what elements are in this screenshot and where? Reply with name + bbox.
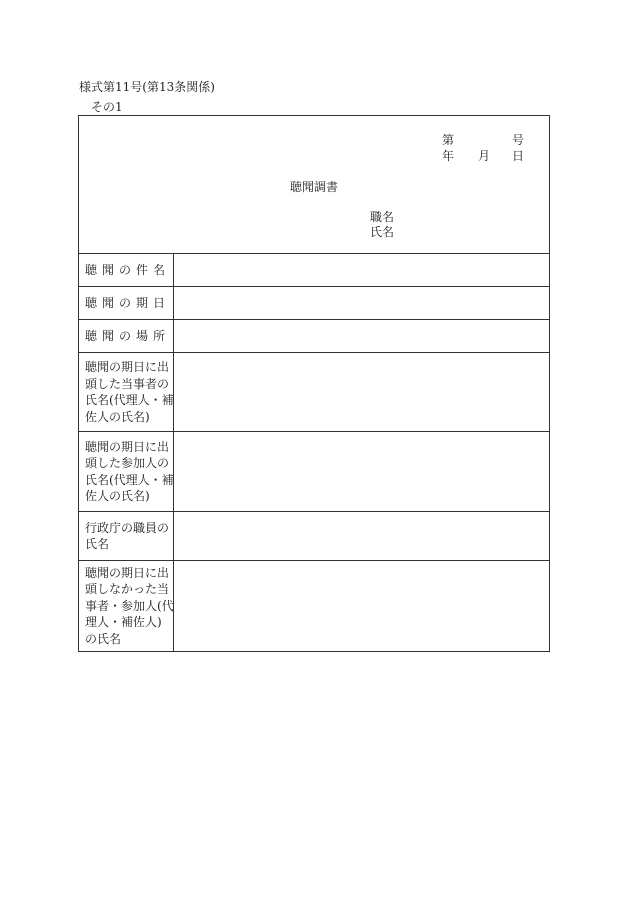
- row-label: [79, 561, 174, 651]
- row-label-line: 氏名(代理人・補: [85, 472, 174, 487]
- row-label: [79, 320, 174, 352]
- row-label-line: 氏名: [85, 537, 110, 551]
- row-value-field[interactable]: [174, 432, 549, 511]
- table-row: [79, 432, 549, 512]
- form-number-label: 様式第11号(第13条関係): [79, 80, 215, 94]
- row-value-field[interactable]: [174, 287, 549, 319]
- row-label-line: 理人・補佐人): [85, 615, 162, 630]
- form-header: [79, 116, 549, 254]
- table-row: [79, 320, 549, 353]
- row-label-line: 頭した参加人の: [85, 456, 170, 470]
- row-label: [79, 432, 174, 511]
- row-label: [79, 512, 174, 560]
- document-number-prefix: 第: [442, 133, 455, 147]
- date-day-label: 日: [512, 149, 525, 163]
- document-title: 聴聞調書: [290, 180, 339, 194]
- table-row: [79, 254, 549, 287]
- table-row: [79, 287, 549, 320]
- row-label: [79, 287, 174, 319]
- record-form-table: [78, 115, 550, 652]
- form-sub-number-label: その1: [91, 100, 123, 114]
- row-label-line: 聴聞の期日に出: [85, 360, 170, 374]
- name-label: 氏名: [370, 225, 395, 239]
- row-label-line: 聴聞の期日: [85, 295, 171, 310]
- table-row: [79, 561, 549, 651]
- row-value-field[interactable]: [174, 353, 549, 431]
- row-label-line: 佐人の氏名): [85, 489, 150, 503]
- table-row: [79, 353, 549, 432]
- row-label-line: 頭しなかった当: [85, 582, 170, 597]
- row-label: [79, 353, 174, 431]
- date-year-label: 年: [442, 149, 455, 163]
- row-label-line: 行政庁の職員の: [85, 520, 170, 535]
- row-label-line: 氏名(代理人・補: [85, 393, 174, 407]
- document-number-suffix: 号: [512, 133, 525, 147]
- table-row: [79, 512, 549, 561]
- row-value-field[interactable]: [174, 254, 549, 286]
- row-label: [79, 254, 174, 286]
- row-label-line: 頭した当事者の: [85, 376, 170, 391]
- row-label-line: 聴聞の期日に出: [85, 439, 170, 454]
- row-label-line: 聴聞の場所: [85, 328, 171, 343]
- row-value-field[interactable]: [174, 561, 549, 651]
- row-value-field[interactable]: [174, 512, 549, 560]
- date-month-label: 月: [478, 149, 491, 163]
- row-label-line: 聴聞の件名: [85, 262, 171, 277]
- row-value-field[interactable]: [174, 320, 549, 352]
- position-label: 職名: [370, 210, 395, 224]
- row-label-line: の氏名: [85, 631, 122, 646]
- row-label-line: 佐人の氏名): [85, 409, 150, 424]
- row-label-line: 事者・参加人(代: [85, 598, 174, 613]
- row-label-line: 聴聞の期日に出: [85, 565, 170, 580]
